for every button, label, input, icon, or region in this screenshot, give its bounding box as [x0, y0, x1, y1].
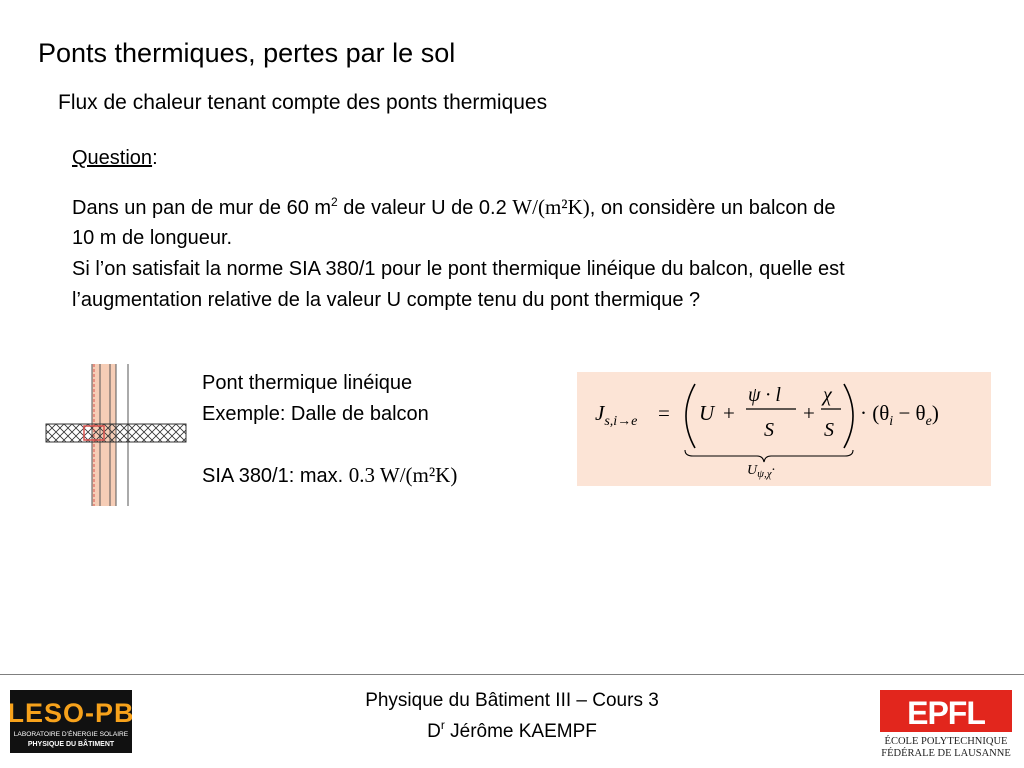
formula-under-U: U — [747, 463, 758, 478]
question-label — [72, 147, 158, 170]
question-line-4: l’augmentation relative de la valeur U compte tenu du pont thermique ? — [72, 289, 701, 311]
footer-author — [0, 718, 1024, 743]
leso-pb-logo — [10, 690, 132, 753]
formula-close: ) — [931, 401, 939, 425]
svg-text:Uψ,χ· — [747, 463, 775, 480]
leso-logo-line2: PHYSIQUE DU BÂTIMENT — [27, 741, 115, 748]
question-line-3: Si l’on satisfait la norme SIA 380/1 pour le pont thermique linéique du balcon, quelle est — [72, 258, 845, 280]
formula-plus-1: + — [723, 401, 735, 425]
formula-theta-e-sub: e — [925, 414, 932, 429]
formula-psi-l: ψ · l — [748, 384, 781, 406]
formula-equals: = — [658, 401, 670, 425]
epfl-logo-main: EPFL — [907, 695, 985, 731]
question-line-2: 10 m de longueur. — [72, 227, 233, 249]
formula-under-dot: · — [771, 463, 776, 478]
formula-plus-2: + — [803, 401, 815, 425]
author-sup: r — [440, 718, 445, 732]
figure-caption-1: Pont thermique linéique — [202, 372, 413, 394]
footer-divider — [0, 674, 1024, 675]
sia-limit — [202, 463, 457, 488]
formula-chi: χ — [823, 384, 832, 406]
formula-lhs: J — [595, 401, 605, 425]
author-prefix: D — [427, 721, 441, 742]
formula-S-2: S — [824, 419, 834, 441]
slide-subtitle: Flux de chaleur tenant compte des ponts thermiques — [58, 91, 548, 114]
formula-box — [577, 372, 991, 486]
leso-logo-line1: LABORATOIRE D’ÉNERGIE SOLAIRE — [13, 731, 129, 738]
sia-prefix: SIA 380/1: max. — [202, 465, 349, 487]
balcony-slab — [46, 424, 186, 442]
epfl-logo-line2: FÉDÉRALE DE LAUSANNE — [881, 748, 1011, 759]
footer-course: Physique du Bâtiment III – Cours 3 — [365, 690, 659, 711]
question-line-1 — [72, 195, 835, 220]
epfl-logo — [880, 690, 1012, 760]
formula-theta-i-sub: i — [889, 414, 894, 429]
paren-left — [686, 384, 695, 448]
figure-caption-2: Exemple: Dalle de balcon — [202, 403, 429, 425]
question-line-1a: Dans un pan de mur de 60 m — [72, 197, 332, 219]
formula-minus-theta: − θ — [893, 401, 926, 425]
slide-title: Ponts thermiques, pertes par le sol — [38, 38, 456, 68]
sia-value: 0.3 W/(m²K) — [348, 463, 458, 487]
underbrace — [685, 450, 853, 462]
leso-logo-main: LESO-PB — [10, 698, 132, 728]
question-label-text: Question — [72, 147, 153, 169]
question-line-1-sup: 2 — [331, 195, 338, 209]
formula-theta-i: · (θ — [860, 401, 890, 425]
formula-lhs-sub: s,i→e — [604, 414, 638, 429]
paren-right — [844, 384, 853, 448]
formula-U: U — [699, 401, 715, 425]
formula-under-sub: ψ,χ — [757, 468, 772, 480]
formula-S-1: S — [764, 419, 774, 441]
heat-flux-formula — [577, 372, 991, 486]
question-line-1b: de valeur U de 0.2 — [337, 197, 513, 219]
balcony-diagram — [44, 364, 188, 506]
author-name: Jérôme KAEMPF — [444, 721, 597, 742]
question-unit: W/(m²K) — [512, 195, 590, 219]
epfl-logo-line1: ÉCOLE POLYTECHNIQUE — [884, 736, 1008, 747]
svg-text:Js,i→e — [595, 401, 637, 429]
question-colon: : — [152, 147, 158, 169]
question-line-1c: , on considère un balcon de — [589, 197, 836, 219]
svg-text:· (θi − θe) — [860, 401, 939, 429]
